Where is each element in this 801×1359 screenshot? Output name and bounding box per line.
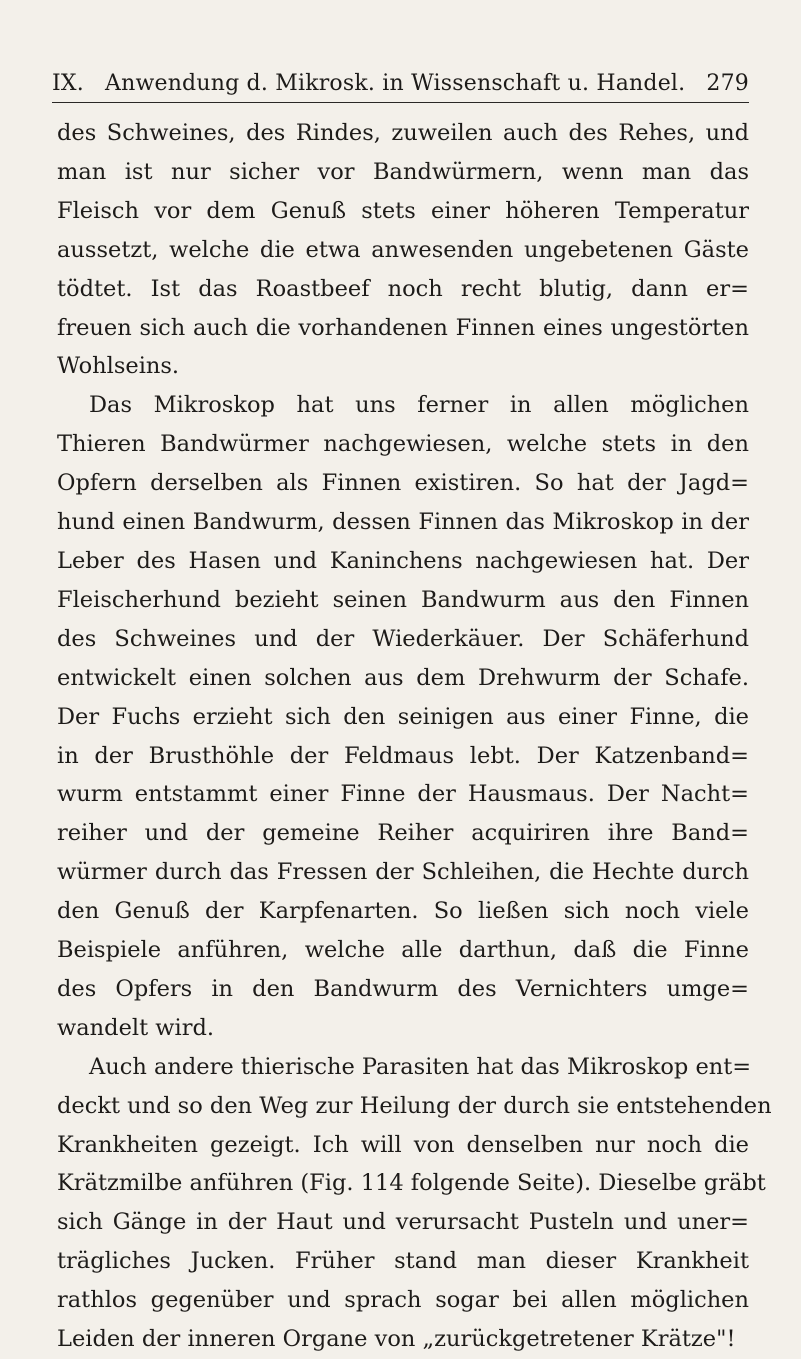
text-line: trägliches Jucken. Früher stand man dieser Krankheit <box>57 1248 749 1275</box>
body-text <box>57 114 772 1359</box>
text-line: Thieren Bandwürmer nachgewiesen, welche stets in den <box>57 431 749 458</box>
text-line: deckt und so den Weg zur Heilung der durch sie entstehenden <box>57 1092 772 1119</box>
text-line: des Schweines, des Rindes, zuweilen auch des Rehes, und <box>57 120 749 146</box>
text-line: des Schweines und der Wiederkäuer. Der Schäferhund <box>57 625 749 652</box>
text-line: wandelt wird. <box>57 1014 215 1041</box>
text-line: tödtet. Ist das Roastbeef noch recht blutig, dann er= <box>57 275 749 302</box>
text-line: Auch andere thierische Parasiten hat das Mikroskop ent= <box>89 1053 752 1080</box>
text-line: hund einen Bandwurm, dessen Finnen das Mikroskop in der <box>57 509 749 536</box>
text-line: in der Brusthöhle der Feldmaus lebt. Der Katzenband= <box>57 742 749 769</box>
text-line: den Genuß der Karpfenarten. So ließen sich noch viele <box>57 898 749 925</box>
text-line: reiher und der gemeine Reiher acquiriren ihre Band= <box>57 820 749 847</box>
text-line: Der Fuchs erzieht sich den seinigen aus einer Finne, die <box>57 703 749 730</box>
page-number: 279 <box>706 70 749 96</box>
text-line: entwickelt einen solchen aus dem Drehwurm der Schafe. <box>57 664 749 691</box>
text-line: Leiden der inneren Organe von „zurückgetretener Krätze"! <box>57 1326 736 1353</box>
running-header <box>52 66 749 100</box>
text-line: Fleisch vor dem Genuß stets einer höheren Temperatur <box>57 197 749 224</box>
text-line: Opfern derselben als Finnen existiren. So hat der Jagd= <box>57 470 749 497</box>
text-line: würmer durch das Fressen der Schleihen, die Hechte durch <box>57 859 749 886</box>
text-line: aussetzt, welche die etwa anwesenden ungebetenen Gäste <box>57 236 749 263</box>
text-line: Leber des Hasen und Kaninchens nachgewiesen hat. Der <box>57 547 749 574</box>
text-line: Beispiele anführen, welche alle darthun, daß die Finne <box>57 937 749 964</box>
text-line: wurm entstammt einer Finne der Hausmaus. Der Nacht= <box>57 781 749 808</box>
text-line: Wohlseins. <box>57 353 180 380</box>
text-line: rathlos gegenüber und sprach sogar bei allen möglichen <box>57 1287 749 1314</box>
text-line: man ist nur sicher vor Bandwürmern, wenn man das <box>57 158 749 185</box>
text-line: des Opfers in den Bandwurm des Vernichters umge= <box>57 975 749 1002</box>
header-rule <box>52 102 749 103</box>
text-line: Fleischerhund bezieht seinen Bandwurm aus den Finnen <box>57 586 749 613</box>
text-line: Krätzmilbe anführen (Fig. 114 folgende Seite). Dieselbe gräbt <box>57 1170 766 1197</box>
text-line: Krankheiten gezeigt. Ich will von denselben nur noch die <box>57 1131 749 1158</box>
text-line: Das Mikroskop hat uns ferner in allen möglichen <box>89 392 749 419</box>
text-line: sich Gänge in der Haut und verursacht Pusteln und uner= <box>57 1209 749 1236</box>
chapter-number: IX. <box>52 70 84 96</box>
running-title: Anwendung d. Mikrosk. in Wissenschaft u. Handel. <box>104 70 686 96</box>
text-line: freuen sich auch die vorhandenen Finnen eines ungestörten <box>57 314 749 341</box>
